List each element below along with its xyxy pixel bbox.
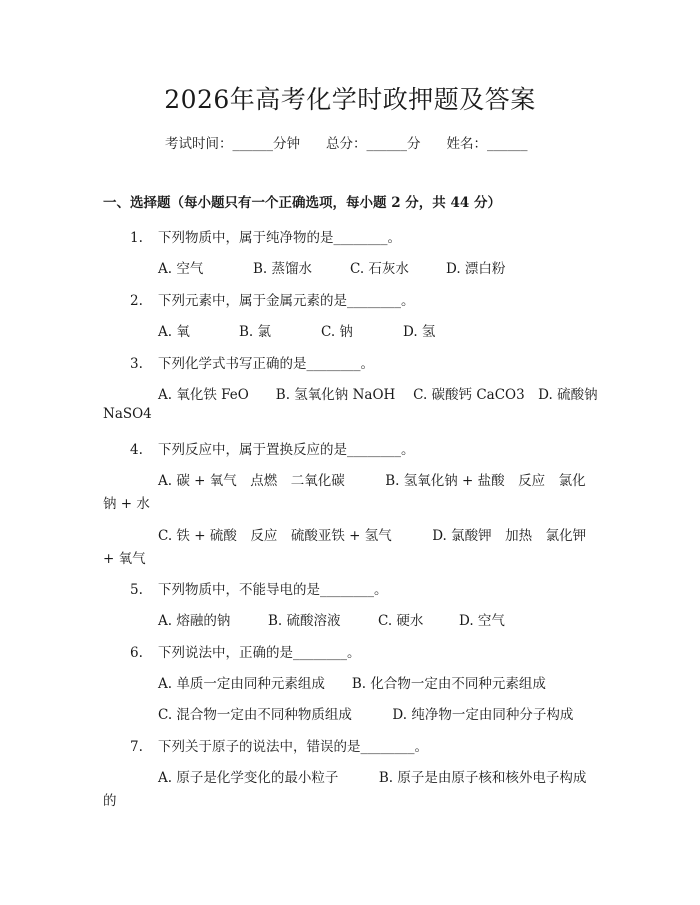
question-1 (130, 226, 401, 246)
option-a: A. 氧 (158, 324, 190, 340)
question-stem: 下列化学式书写正确的是________。 (158, 356, 374, 372)
option-c: C. 钠 (321, 324, 353, 340)
option-b: B. 氯 (239, 324, 272, 340)
question-number: 7. (130, 739, 143, 755)
question-stem: 下列说法中，正确的是________。 (158, 645, 361, 661)
question-6-options-line: A. 单质一定由同种元素组成 B. 化合物一定由不同种元素组成 (158, 676, 546, 692)
exam-meta (165, 132, 528, 152)
question-4-options-wrap: 钠 + 水 (103, 496, 150, 512)
question-3-options-wrap: NaSO4 (103, 406, 152, 422)
time-label: 考试时间：______分钟 (165, 136, 300, 152)
question-4 (130, 438, 415, 458)
name-label: 姓名：______ (446, 136, 528, 152)
question-stem: 下列物质中，属于纯净物的是________。 (158, 230, 401, 246)
question-6 (130, 641, 361, 661)
question-stem: 下列反应中，属于置换反应的是________。 (158, 442, 415, 458)
question-7-options-wrap: 的 (103, 793, 117, 809)
question-1-options (158, 257, 505, 277)
question-number: 4. (130, 442, 143, 458)
question-4-options-line: C. 铁 + 硫酸 反应 硫酸亚铁 + 氢气 D. 氯酸钾 加热 氯化钾 (158, 528, 587, 544)
question-number: 1. (130, 230, 143, 246)
option-d: D. 氢 (403, 324, 436, 340)
question-stem: 下列物质中，不能导电的是________。 (158, 582, 388, 598)
question-2 (130, 289, 415, 309)
option-c: C. 石灰水 (350, 261, 409, 277)
score-label: 总分：______分 (326, 136, 421, 152)
question-3-options-line: A. 氧化铁 FeO B. 氢氧化钠 NaOH C. 碳酸钙 CaCO3 D. 硫酸钠 (158, 387, 598, 403)
option-a: A. 熔融的钠 (158, 613, 231, 629)
question-number: 6. (130, 645, 143, 661)
question-4-options-wrap: + 氧气 (103, 551, 146, 567)
question-7 (130, 735, 428, 755)
section-title: 一、选择题（每小题只有一个正确选项，每小题 2 分，共 44 分） (103, 195, 501, 211)
option-d: D. 漂白粉 (446, 261, 506, 277)
option-a: A. 空气 (158, 261, 204, 277)
question-stem: 下列元素中，属于金属元素的是________。 (158, 293, 415, 309)
question-6-options-line: C. 混合物一定由不同种物质组成 D. 纯净物一定由同种分子构成 (158, 707, 574, 723)
question-7-options-line: A. 原子是化学变化的最小粒子 B. 原子是由原子核和核外电子构成 (158, 770, 587, 786)
option-b: B. 硫酸溶液 (268, 613, 341, 629)
question-2-options (158, 320, 435, 340)
question-stem: 下列关于原子的说法中，错误的是________。 (158, 739, 428, 755)
page-title: 2026年高考化学时政押题及答案 (164, 85, 536, 114)
option-d: D. 空气 (459, 613, 505, 629)
question-5-options (158, 609, 505, 629)
option-c: C. 硬水 (378, 613, 424, 629)
question-number: 3. (130, 356, 143, 372)
option-b: B. 蒸馏水 (253, 261, 313, 277)
question-number: 5. (130, 582, 143, 598)
question-3 (130, 352, 374, 372)
question-number: 2. (130, 293, 143, 309)
question-5 (130, 578, 388, 598)
question-4-options-line: A. 碳 + 氧气 点燃 二氧化碳 B. 氢氧化钠 + 盐酸 反应 氯化 (158, 473, 586, 489)
